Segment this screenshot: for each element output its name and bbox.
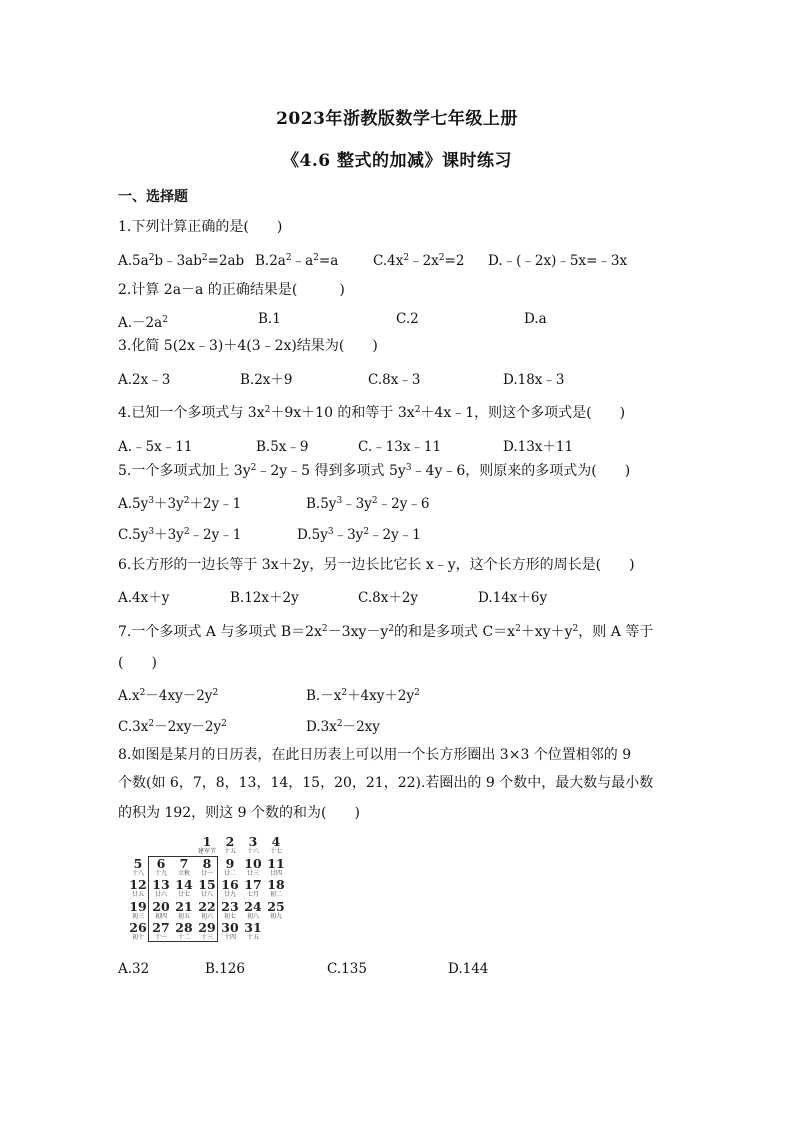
question-4-option-d: D.13x＋11: [503, 439, 574, 455]
question-3-option-a: A.2x﹣3: [118, 372, 171, 388]
calendar-day: [195, 898, 219, 920]
question-6-option-a: A.4x＋y: [118, 590, 170, 606]
calendar-day: [264, 879, 288, 898]
calendar-day: [195, 855, 219, 877]
question-5-stem: 5.一个多项式加上 $3y^2﹣2y﹣5$ 得到多项式 $5y^3﹣4y﹣6$，则原来的多项式为( ): [118, 463, 631, 479]
calendar-day-number: 31: [244, 920, 262, 935]
question-8-stem: 8.如图是某月的日历表，在此日历表上可以用一个长方形圈出 3×3 个位置相邻的 9: [118, 747, 632, 763]
calendar-lunar-label: 廿八: [200, 891, 213, 898]
calendar-day: [264, 836, 288, 855]
question-2-stem: 2.计算 2a－a 的正确结果是( ): [118, 282, 345, 298]
calendar-day-number: 28: [175, 920, 193, 935]
calendar-day-number: 15: [198, 877, 216, 892]
question-5-option-d: $D.5y^3﹣3y^2﹣2y﹣1$: [297, 527, 421, 543]
calendar-lunar-label: 十二: [177, 934, 190, 941]
calendar-lunar-label: 建军节: [197, 848, 216, 855]
question-4-option-a: A.﹣5x﹣11: [118, 439, 193, 455]
calendar-day-number: 24: [244, 898, 262, 914]
question-3-stem: 3.化简 5(2x﹣3)＋4(3﹣2x)结果为( ): [118, 338, 378, 354]
calendar-day-number: 16: [221, 877, 239, 892]
calendar-day: [126, 879, 150, 898]
calendar-day-number: 2: [225, 834, 235, 849]
calendar-lunar-label: 十七: [269, 848, 282, 855]
question-3-option-b: B.2x＋9: [240, 372, 293, 388]
calendar-day: [149, 922, 173, 941]
question-5-option-c: $C.5y^3+3y^2﹣2y﹣1$: [118, 527, 242, 543]
calendar-day-number: 5: [133, 855, 143, 871]
calendar-day: [218, 855, 242, 877]
calendar-lunar-label: 初十: [131, 934, 144, 941]
question-6-stem: 6.长方形的一边长等于 3x＋2y，另一边长比它长 x﹣y，这个长方形的周长是( ): [118, 557, 635, 573]
question-7-option-c: $C.3x^2-2xy-2y^2$: [118, 719, 227, 735]
calendar-day-number: 20: [152, 898, 170, 914]
calendar-lunar-label: 廿六: [154, 891, 167, 898]
document-title: 2023年浙教版数学七年级上册: [276, 109, 518, 129]
question-2-option-b: B.1: [258, 311, 281, 327]
calendar-lunar-label: 十一: [154, 934, 167, 941]
question-1-option-a: $A.5a^2b﹣3ab^2=2ab$: [118, 253, 245, 269]
calendar-lunar-label: 初六: [200, 912, 213, 920]
calendar-lunar-label: 十三: [200, 934, 213, 941]
question-6-option-c: C.8x＋2y: [358, 590, 419, 606]
question-4-option-c: C.﹣13x﹣11: [358, 439, 442, 455]
calendar-day: [241, 879, 265, 898]
calendar-day: [264, 898, 288, 920]
document-subtitle: 《4.6 整式的加减》课时练习: [282, 151, 512, 171]
calendar-lunar-label: 廿二: [223, 869, 236, 877]
calendar-day: [218, 836, 242, 855]
calendar-lunar-label: 初八: [246, 912, 259, 920]
question-6-option-d: D.14x＋6y: [478, 590, 548, 606]
calendar-day: [218, 879, 242, 898]
calendar-lunar-label: 初四: [154, 912, 167, 920]
calendar-day-number: 1: [202, 834, 212, 849]
question-8-option-c: C.135: [327, 961, 367, 977]
calendar-day: [195, 922, 219, 941]
question-8-option-d: D.144: [448, 961, 489, 977]
calendar-lunar-label: 立秋: [177, 869, 190, 877]
calendar-lunar-label: 廿四: [269, 869, 282, 877]
calendar-day-number: 29: [198, 920, 216, 935]
calendar-day-number: 10: [244, 855, 262, 871]
calendar-day-number: 17: [244, 877, 262, 892]
calendar-day: [126, 898, 150, 920]
calendar-lunar-label: 十六: [246, 848, 259, 855]
calendar-day: [172, 898, 196, 920]
question-1-option-d: D.﹣(﹣2x)﹣5x=﹣3x: [488, 253, 628, 269]
question-7-option-b: $B.-x^2+4xy+2y^2$: [306, 688, 420, 704]
calendar-lunar-label: 初九: [269, 912, 282, 920]
calendar-day-number: 9: [225, 855, 235, 871]
calendar-day: [149, 855, 173, 877]
calendar-lunar-label: 初五: [177, 912, 190, 920]
section-heading: 一、选择题: [118, 189, 188, 205]
question-8-option-b: B.126: [205, 961, 245, 977]
question-4-option-b: B.5x﹣9: [256, 439, 309, 455]
calendar-day-number: 6: [156, 855, 166, 871]
calendar-lunar-label: 廿九: [223, 891, 236, 898]
question-3-option-d: D.18x﹣3: [503, 372, 565, 388]
question-5-option-a: $A.5y^3+3y^2+2y﹣1$: [118, 496, 242, 512]
calendar-lunar-label: 十八: [131, 869, 144, 877]
calendar-day-number: 4: [271, 834, 281, 849]
calendar-day-number: 22: [198, 898, 216, 914]
calendar-day-number: 19: [129, 898, 147, 914]
calendar-day-number: 14: [175, 877, 193, 892]
question-7-option-d: $D.3x^2-2xy$: [306, 719, 380, 735]
calendar-lunar-label: 廿五: [131, 891, 144, 898]
calendar-day: [264, 855, 288, 877]
calendar-day-number: 23: [221, 898, 239, 914]
calendar-day: [172, 855, 196, 877]
calendar-lunar-label: 廿七: [177, 891, 190, 898]
calendar-day: [149, 898, 173, 920]
calendar-day: [241, 898, 265, 920]
question-2-option-a: $A.-2a^2$: [118, 315, 168, 331]
calendar-figure: [128, 836, 290, 944]
calendar-lunar-label: 初三: [131, 912, 144, 920]
calendar-day-number: 18: [267, 877, 285, 892]
question-1-option-b: $B.2a^2﹣a^2=a$: [255, 253, 339, 269]
calendar-day-number: 7: [179, 855, 189, 871]
calendar-day-number: 13: [152, 877, 170, 892]
calendar-lunar-label: 七月: [246, 891, 259, 898]
question-1-stem: 1.下列计算正确的是( ): [118, 219, 283, 235]
question-3-option-c: C.8x﹣3: [368, 372, 421, 388]
calendar-day-number: 25: [267, 898, 285, 914]
calendar-lunar-label: 初七: [223, 912, 236, 920]
calendar-day-number: 30: [221, 920, 239, 935]
question-7-stem: 7.一个多项式 A 与多项式 $B=2x^2-3xy-y^2$的和是多项式 $C=x^2+xy+y^2$，则 A 等于: [118, 624, 654, 640]
calendar-day: [218, 898, 242, 920]
question-6-option-b: B.12x＋2y: [230, 590, 299, 606]
question-8-option-a: A.32: [118, 961, 150, 977]
calendar-day: [149, 879, 173, 898]
calendar-day-number: 8: [202, 855, 212, 871]
calendar-lunar-label: 十九: [154, 869, 167, 877]
calendar-lunar-label: 十五: [246, 934, 259, 941]
calendar-day: [195, 836, 219, 855]
question-7-stem-continued: ( ): [118, 655, 157, 671]
calendar-lunar-label: 初二: [269, 891, 282, 898]
calendar-lunar-label: 十四: [223, 934, 236, 941]
question-8-stem-line3: 的积为 192，则这 9 个数的和为( ): [118, 805, 360, 821]
calendar-day-number: 12: [129, 877, 147, 892]
calendar-day-number: 11: [267, 855, 285, 871]
question-4-stem: 4.已知一个多项式与 $3x^2+9x+10$ 的和等于 $3x^2+4x﹣1$，则这个多项式是( ): [118, 405, 626, 421]
calendar-day: [218, 922, 242, 941]
question-1-option-c: $C.4x^2﹣2x^2=2$: [373, 253, 465, 269]
calendar-day: [126, 922, 150, 941]
calendar-lunar-label: 廿三: [246, 869, 259, 877]
calendar-day: [241, 855, 265, 877]
calendar-day-number: 21: [175, 898, 193, 914]
calendar-day: [241, 836, 265, 855]
calendar-lunar-label: 廿一: [200, 869, 213, 877]
calendar-day-number: 3: [248, 834, 258, 849]
calendar-day: [172, 922, 196, 941]
calendar-lunar-label: 十五: [223, 848, 236, 855]
question-7-option-a: $A.x^2-4xy-2y^2$: [118, 688, 219, 704]
calendar-day-number: 26: [129, 920, 147, 935]
question-2-option-c: C.2: [396, 311, 419, 327]
calendar-day: [241, 922, 265, 941]
calendar-day: [172, 879, 196, 898]
calendar-day-number: 27: [152, 920, 170, 935]
calendar-day: [195, 879, 219, 898]
calendar-day: [126, 855, 150, 877]
question-8-stem-line2: 个数(如 6，7，8，13，14，15，20，21，22).若圈出的 9 个数中，最大数与最小数: [118, 775, 654, 791]
question-5-option-b: $B.5y^3﹣3y^2﹣2y﹣6$: [306, 496, 430, 512]
question-2-option-d: D.a: [524, 311, 547, 327]
